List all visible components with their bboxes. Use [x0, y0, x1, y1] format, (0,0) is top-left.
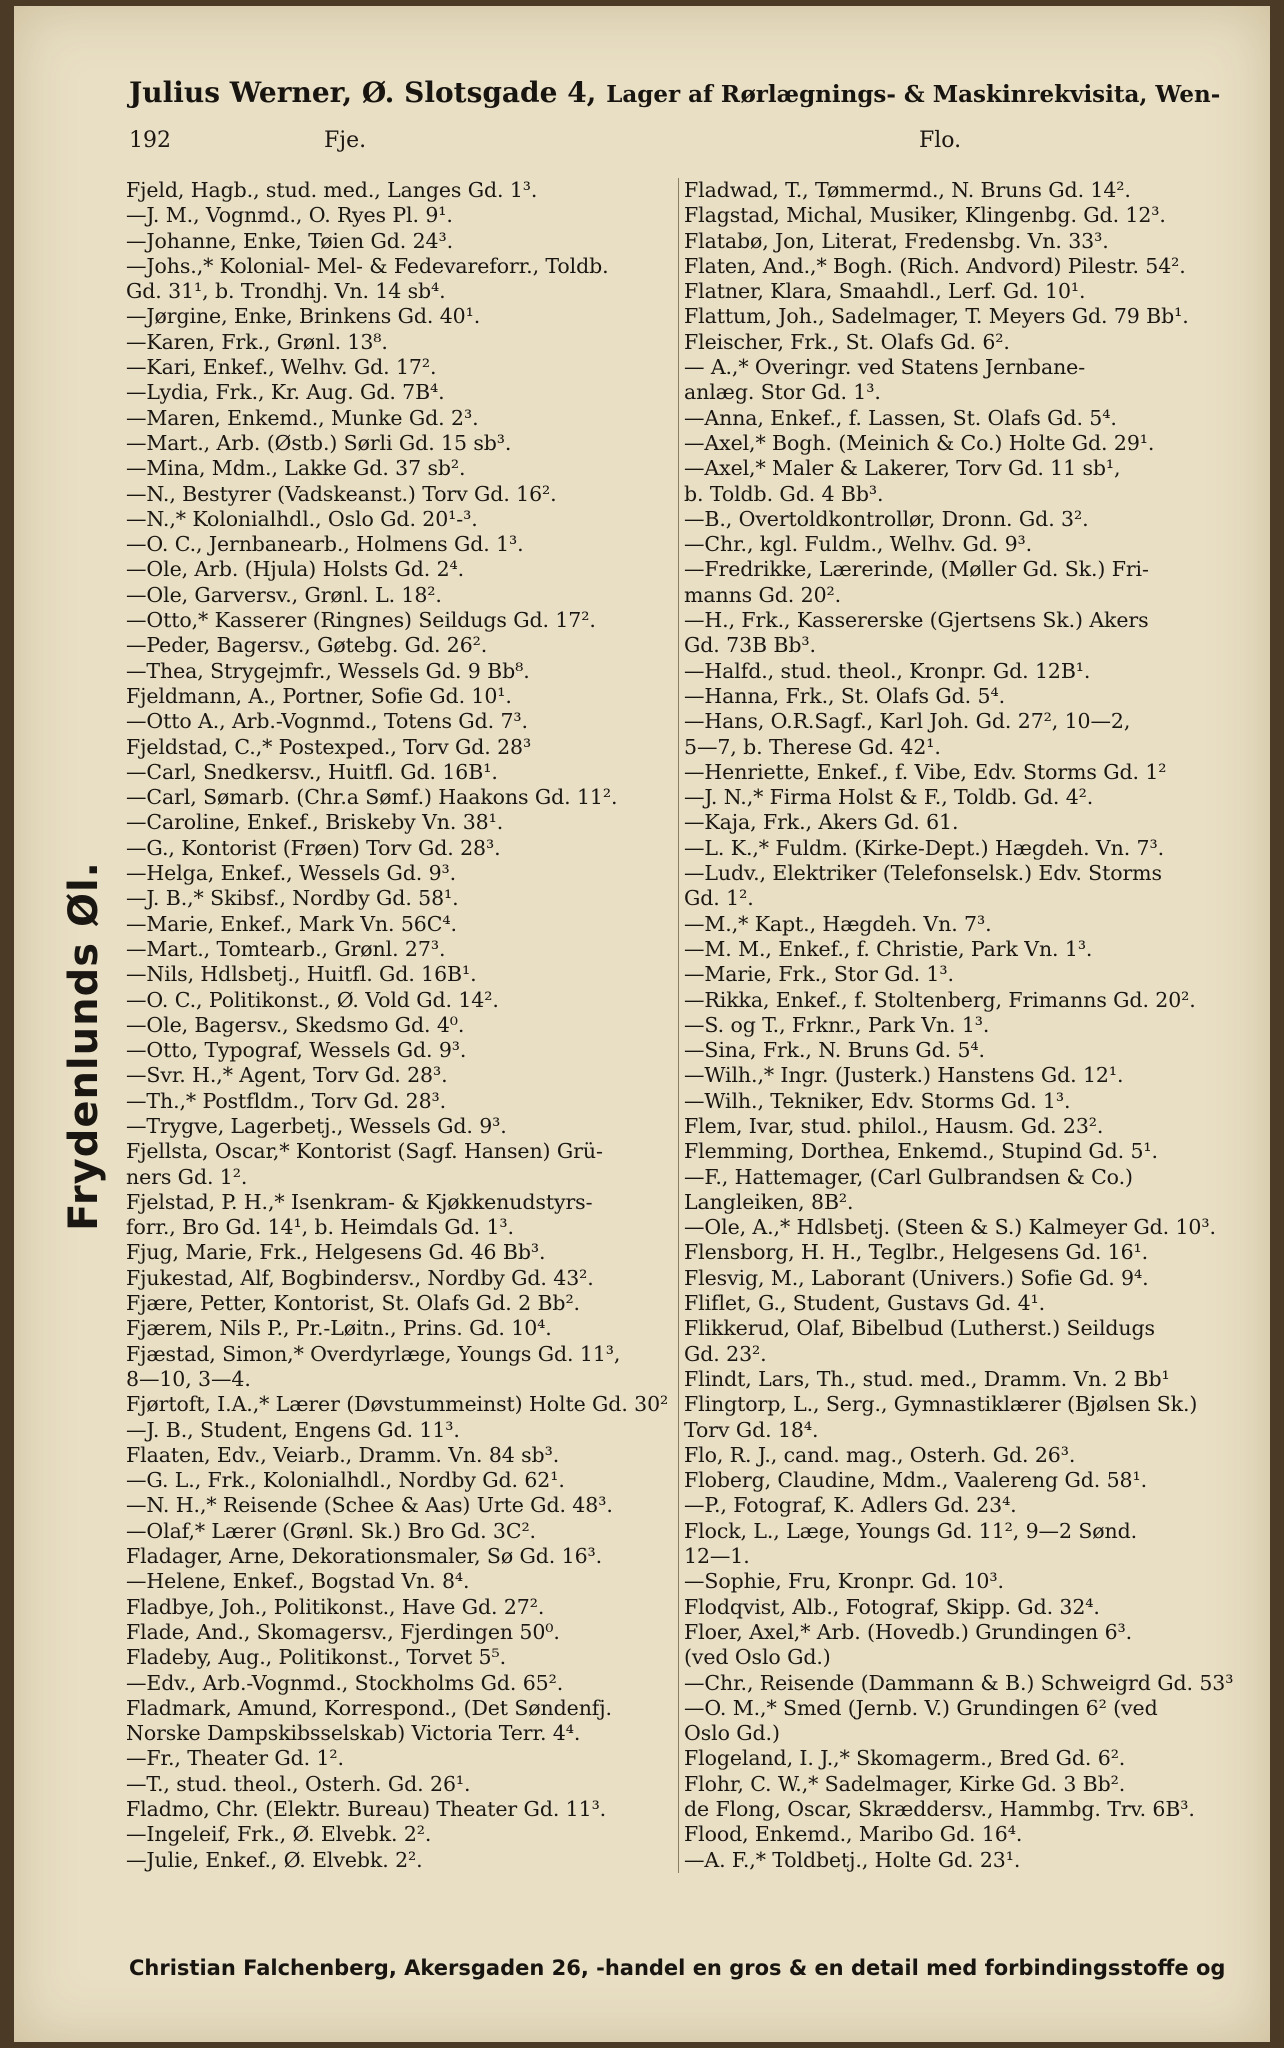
sidebar-ad-text: Frydenlunds Øl. [61, 861, 107, 1231]
directory-entry-line: —Olaf,* Lærer (Grønl. Sk.) Bro Gd. 3C². [126, 1518, 536, 1543]
directory-entry-line: Flikkerud, Olaf, Bibelbud (Lutherst.) Seildugs [684, 1316, 1155, 1341]
directory-entry-line: —Anna, Enkef., f. Lassen, St. Olafs Gd. 5⁴. [684, 405, 1117, 430]
directory-entry-line: Gd. 73B Bb³. [684, 633, 816, 658]
directory-entry-line: —Otto,* Kasserer (Ringnes) Seildugs Gd. 17². [126, 608, 596, 633]
directory-entry-line: —O. C., Jernbanearb., Holmens Gd. 1³. [126, 532, 524, 557]
right-guide-word: Flo. [919, 128, 962, 153]
directory-entry-line: —Marie, Frk., Stor Gd. 1³. [684, 962, 954, 987]
directory-entry-line: —Trygve, Lagerbetj., Wessels Gd. 9³. [126, 1113, 507, 1138]
directory-page [14, 6, 1270, 2042]
directory-entry-line: Flemming, Dorthea, Enkemd., Stupind Gd. 5¹. [684, 1139, 1158, 1164]
directory-entry-line: Flatner, Klara, Smaahdl., Lerf. Gd. 10¹. [684, 279, 1086, 304]
directory-entry-line: —Henriette, Enkef., f. Vibe, Edv. Storms Gd. 1² [684, 759, 1167, 784]
directory-entry-line: —Ole, A.,* Hdlsbetj. (Steen & S.) Kalmeyer Gd. 10³. [684, 1215, 1216, 1240]
directory-entry-line: Fjæstad, Simon,* Overdyrlæge, Youngs Gd. 11³, [126, 1341, 621, 1366]
directory-entry-line: Fladmo, Chr. (Elektr. Bureau) Theater Gd. 11³. [126, 1797, 607, 1821]
directory-entry-line: —Otto, Typograf, Wessels Gd. 9³. [126, 1038, 467, 1063]
directory-entry-line: Fjellsta, Oscar,* Kontorist (Sagf. Hansen) Grü- [126, 1139, 603, 1164]
directory-entry-line: Fjære, Petter, Kontorist, St. Olafs Gd. 2 Bb². [126, 1291, 580, 1316]
directory-entry-line: Flodqvist, Alb., Fotograf, Skipp. Gd. 32⁴. [684, 1594, 1100, 1619]
directory-entry-line: —Wilh.,* Ingr. (Justerk.) Hanstens Gd. 12¹. [684, 1063, 1124, 1088]
directory-entry-line: —Carl, Sømarb. (Chr.a Sømf.) Haakons Gd. 11². [126, 785, 618, 810]
directory-entry-line: —S. og T., Frknr., Park Vn. 1³. [684, 1012, 990, 1037]
directory-entry-line: —Mina, Mdm., Lakke Gd. 37 sb². [126, 456, 466, 481]
directory-entry-line: —Ole, Garversv., Grønl. L. 18². [126, 582, 442, 607]
advertisement-header [129, 76, 1229, 109]
directory-entry-line: —Karen, Frk., Grønl. 13⁸. [126, 329, 388, 354]
directory-entry-line: —M.,* Kapt., Hægdeh. Vn. 7³. [684, 911, 992, 936]
directory-entry-line: —Kaja, Frk., Akers Gd. 61. [684, 810, 959, 835]
directory-entry-line: Fjelstad, P. H.,* Isenkram- & Kjøkkenudstyrs- [126, 1189, 593, 1214]
directory-entry-line: manns Gd. 20². [684, 582, 842, 607]
page-guide [129, 128, 1229, 158]
directory-entry-line: Fladwad, T., Tømmermd., N. Bruns Gd. 14². [684, 178, 1131, 202]
directory-entry-line: —T., stud. theol., Osterh. Gd. 26¹. [126, 1771, 471, 1796]
directory-entry-line: —G. L., Frk., Kolonialhdl., Nordby Gd. 62¹. [126, 1468, 565, 1493]
directory-entry-line: —Ludv., Elektriker (Telefonselsk.) Edv. Storms [684, 861, 1162, 886]
left-guide-word: Fje. [324, 128, 367, 153]
directory-entry-line: —Kari, Enkef., Welhv. Gd. 17². [126, 355, 437, 380]
directory-entry-line: —B., Overtoldkontrollør, Dronn. Gd. 3². [684, 506, 1089, 531]
advertisement-footer [129, 1956, 1239, 1980]
directory-entry-line: Flesvig, M., Laborant (Univers.) Sofie Gd. 9⁴. [684, 1265, 1149, 1290]
directory-entry-line: Torv Gd. 18⁴. [684, 1417, 819, 1442]
directory-entry-line: —N. H.,* Reisende (Schee & Aas) Urte Gd. 48³. [126, 1493, 613, 1518]
directory-entry-line: —J. N.,* Firma Holst & F., Toldb. Gd. 4². [684, 785, 1094, 810]
directory-entry-line: — A.,* Overingr. ved Statens Jernbane- [684, 355, 1086, 380]
directory-entry-line: —Edv., Arb.-Vognmd., Stockholms Gd. 65². [126, 1670, 564, 1695]
directory-entry-line: Flattum, Joh., Sadelmager, T. Meyers Gd. 79 Bb¹. [684, 304, 1189, 329]
directory-entry-line: Floberg, Claudine, Mdm., Vaalereng Gd. 58¹. [684, 1468, 1148, 1493]
directory-entry-line: —L. K.,* Fuldm. (Kirke-Dept.) Hægdeh. Vn. 7³. [684, 835, 1165, 860]
directory-entry-line: Oslo Gd.) [684, 1721, 780, 1746]
directory-entry-line: Fjeldmann, A., Portner, Sofie Gd. 10¹. [126, 683, 512, 708]
directory-entry-line: —O. C., Politikonst., Ø. Vold Gd. 14². [126, 987, 499, 1012]
directory-entry-line: Gd. 23². [684, 1341, 767, 1366]
directory-entry-line: 8—10, 3—4. [126, 1366, 251, 1391]
directory-entry-line: 5—7, b. Therese Gd. 42¹. [684, 734, 941, 759]
directory-entry-line: Flaaten, Edv., Veiarb., Dramm. Vn. 84 sb³. [126, 1442, 560, 1467]
directory-entry-line: —Axel,* Bogh. (Meinich & Co.) Holte Gd. 29¹. [684, 430, 1155, 455]
directory-entry-line: Fliflet, G., Student, Gustavs Gd. 4¹. [684, 1291, 1046, 1316]
directory-entry-line: —Jørgine, Enke, Brinkens Gd. 40¹. [126, 304, 481, 329]
directory-entry-line: —O. M.,* Smed (Jernb. V.) Grundingen 6² (ved [684, 1695, 1158, 1720]
directory-entry-line: —Chr., kgl. Fuldm., Welhv. Gd. 9³. [684, 532, 1033, 557]
directory-entry-line: Fjeld, Hagb., stud. med., Langes Gd. 1³. [126, 178, 538, 202]
directory-entry-line: Norske Dampskibsselskab) Victoria Terr. 4⁴. [126, 1721, 581, 1746]
directory-entry-line: —Helene, Enkef., Bogstad Vn. 8⁴. [126, 1569, 470, 1594]
directory-entry-line: de Flong, Oscar, Skræddersv., Hammbg. Trv. 6B³. [684, 1797, 1195, 1821]
directory-entry-line: —Otto A., Arb.-Vognmd., Totens Gd. 7³. [126, 709, 528, 734]
directory-entry-line: —Mart., Tomtearb., Grønl. 27³. [126, 936, 446, 961]
directory-entry-line: Fjeldstad, C.,* Postexped., Torv Gd. 28³ [126, 734, 532, 759]
directory-entry-line: forr., Bro Gd. 14¹, b. Heimdals Gd. 1³. [126, 1215, 514, 1240]
left-column [126, 178, 671, 1873]
directory-entry-line: —Halfd., stud. theol., Kronpr. Gd. 12B¹. [684, 658, 1091, 683]
directory-entry-line: Flingtorp, L., Serg., Gymnastiklærer (Bjølsen Sk.) [684, 1392, 1198, 1417]
directory-entry-line: Flem, Ivar, stud. philol., Hausm. Gd. 23². [684, 1113, 1104, 1138]
directory-entry-line: —Hanna, Frk., St. Olafs Gd. 5⁴. [684, 683, 1005, 708]
page-number: 192 [129, 128, 171, 153]
directory-entry-line: —Th.,* Postfldm., Torv Gd. 28³. [126, 1088, 447, 1113]
directory-entry-line: —J. B.,* Skibsf., Nordby Gd. 58¹. [126, 886, 459, 911]
directory-entry-line: Gd. 1². [684, 886, 754, 911]
advertiser-description: Lager af Rørlægnings- & Maskinrekvisita, Wen- [606, 81, 1221, 108]
directory-entry-line: Fjørtoft, I.A.,* Lærer (Døvstummeinst) Holte Gd. 30² [126, 1392, 669, 1417]
directory-entry-line: Flindt, Lars, Th., stud. med., Dramm. Vn. 2 Bb¹ [684, 1366, 1170, 1391]
directory-entry-line: Gd. 31¹, b. Trondhj. Vn. 14 sb⁴. [126, 279, 446, 304]
directory-entry-line: —F., Hattemager, (Carl Gulbrandsen & Co.) [684, 1164, 1133, 1189]
directory-entry-line: —Mart., Arb. (Østb.) Sørli Gd. 15 sb³. [126, 430, 512, 455]
directory-entry-line: ners Gd. 1². [126, 1164, 248, 1189]
directory-entry-line: Flatabø, Jon, Literat, Fredensbg. Vn. 33³. [684, 228, 1109, 253]
directory-entry-line: —Johs.,* Kolonial- Mel- & Fedevareforr., Toldb. [126, 253, 609, 278]
directory-entry-line: —Caroline, Enkef., Briskeby Vn. 38¹. [126, 810, 504, 835]
directory-entry-line: —Thea, Strygejmfr., Wessels Gd. 9 Bb⁸. [126, 658, 530, 683]
directory-entry-line: Langleiken, 8B². [684, 1189, 854, 1214]
directory-entry-line: Fladmark, Amund, Korrespond., (Det Søndenfj. [126, 1695, 612, 1720]
directory-entry-line: —Peder, Bagersv., Gøtebg. Gd. 26². [126, 633, 488, 658]
directory-entry-line: —Julie, Enkef., Ø. Elvebk. 2². [126, 1847, 423, 1872]
directory-entry-line: Flagstad, Michal, Musiker, Klingenbg. Gd. 12³. [684, 203, 1166, 228]
directory-entry-line: (ved Oslo Gd.) [684, 1645, 831, 1670]
directory-entry-line: Fladeby, Aug., Politikonst., Torvet 5⁵. [126, 1645, 507, 1670]
directory-entry-line: Flo, R. J., cand. mag., Osterh. Gd. 26³. [684, 1442, 1076, 1467]
right-column [678, 178, 1249, 1873]
directory-entry-line: —Ingeleif, Frk., Ø. Elvebk. 2². [126, 1822, 432, 1847]
directory-entry-line: Flogeland, I. J.,* Skomagerm., Bred Gd. 6². [684, 1746, 1126, 1771]
directory-entry-line: —N., Bestyrer (Vadskeanst.) Torv Gd. 16². [126, 481, 557, 506]
directory-entry-line: —Sophie, Fru, Kronpr. Gd. 10³. [684, 1569, 1004, 1594]
directory-entry-line: —Fr., Theater Gd. 1². [126, 1746, 344, 1771]
directory-entry-line: Flood, Enkemd., Maribo Gd. 16⁴. [684, 1822, 1023, 1847]
directory-entry-line: Fjukestad, Alf, Bogbindersv., Nordby Gd. 43². [126, 1265, 594, 1290]
advertiser-name: Julius Werner, Ø. Slotsgade 4, [129, 76, 597, 109]
directory-entry-line: —H., Frk., Kassererske (Gjertsens Sk.) Akers [684, 608, 1149, 633]
directory-entry-line: —Maren, Enkemd., Munke Gd. 2³. [126, 405, 479, 430]
directory-entry-line: —Johanne, Enke, Tøien Gd. 24³. [126, 228, 453, 253]
directory-entry-line: —Chr., Reisende (Dammann & B.) Schweigrd Gd. 53³ [684, 1670, 1234, 1695]
directory-entry-line: Flohr, C. W.,* Sadelmager, Kirke Gd. 3 Bb². [684, 1771, 1126, 1796]
directory-entry-line: —Svr. H.,* Agent, Torv Gd. 28³. [126, 1063, 448, 1088]
footer-ad-text: Christian Falchenberg, Akersgaden 26, -handel en gros & en detail med forbindingsstoffe og [129, 1956, 1226, 1980]
directory-entry-line: —Axel,* Maler & Lakerer, Torv Gd. 11 sb¹, [684, 456, 1121, 481]
directory-entry-line: —Helga, Enkef., Wessels Gd. 9³. [126, 861, 457, 886]
directory-entry-line: Flade, And., Skomagersv., Fjerdingen 50⁰. [126, 1619, 560, 1644]
directory-entry-line: b. Toldb. Gd. 4 Bb³. [684, 481, 884, 506]
directory-entry-line: —Ole, Arb. (Hjula) Holsts Gd. 2⁴. [126, 557, 465, 582]
directory-entry-line: Fjug, Marie, Frk., Helgesens Gd. 46 Bb³. [126, 1240, 546, 1265]
directory-entry-line: Fladager, Arne, Dekorationsmaler, Sø Gd. 16³. [126, 1544, 603, 1569]
directory-entry-line: —Fredrikke, Lærerinde, (Møller Gd. Sk.) Fri- [684, 557, 1149, 582]
directory-entry-line: —Marie, Enkef., Mark Vn. 56C⁴. [126, 911, 457, 936]
directory-entry-line: —Wilh., Tekniker, Edv. Storms Gd. 1³. [684, 1088, 1071, 1113]
directory-entry-line: anlæg. Stor Gd. 1³. [684, 380, 881, 405]
directory-entry-line: —P., Fotograf, K. Adlers Gd. 23⁴. [684, 1493, 1017, 1518]
directory-entry-line: —J. M., Vognmd., O. Ryes Pl. 9¹. [126, 203, 453, 228]
directory-entry-line: 12—1. [684, 1544, 750, 1569]
directory-entry-line: —A. F.,* Toldbetj., Holte Gd. 23¹. [684, 1847, 1021, 1872]
directory-entry-line: —G., Kontorist (Frøen) Torv Gd. 28³. [126, 835, 501, 860]
directory-entry-line: —Lydia, Frk., Kr. Aug. Gd. 7B⁴. [126, 380, 445, 405]
directory-entry-line: Fleischer, Frk., St. Olafs Gd. 6². [684, 329, 1010, 354]
directory-entry-line: Fladbye, Joh., Politikonst., Have Gd. 27². [126, 1594, 545, 1619]
directory-entry-line: Flensborg, H. H., Teglbr., Helgesens Gd. 16¹. [684, 1240, 1149, 1265]
directory-entry-line: —Carl, Snedkersv., Huitfl. Gd. 16B¹. [126, 759, 498, 784]
directory-entry-line: —Rikka, Enkef., f. Stoltenberg, Frimanns Gd. 20². [684, 987, 1196, 1012]
directory-entry-line: Fjærem, Nils P., Pr.-Løitn., Prins. Gd. 10⁴. [126, 1316, 552, 1341]
directory-entry-line: —Nils, Hdlsbetj., Huitfl. Gd. 16B¹. [126, 962, 477, 987]
directory-entry-line: —Hans, O.R.Sagf., Karl Joh. Gd. 27², 10—2, [684, 709, 1131, 734]
directory-entry-line: —Ole, Bagersv., Skedsmo Gd. 4⁰. [126, 1012, 465, 1037]
directory-entry-line: —N.,* Kolonialhdl., Oslo Gd. 20¹-³. [126, 506, 478, 531]
directory-entry-line: Flock, L., Læge, Youngs Gd. 11², 9—2 Sønd. [684, 1518, 1138, 1543]
directory-entry-line: —Sina, Frk., N. Bruns Gd. 5⁴. [684, 1038, 985, 1063]
directory-entry-line: Flaten, And.,* Bogh. (Rich. Andvord) Pilestr. 54². [684, 253, 1186, 278]
directory-entry-line: —J. B., Student, Engens Gd. 11³. [126, 1417, 460, 1442]
directory-entry-line: Floer, Axel,* Arb. (Hovedb.) Grundingen 6³. [684, 1619, 1133, 1644]
sidebar-advertisement [61, 861, 107, 1231]
directory-entry-line: —M. M., Enkef., f. Christie, Park Vn. 1³. [684, 936, 1093, 961]
